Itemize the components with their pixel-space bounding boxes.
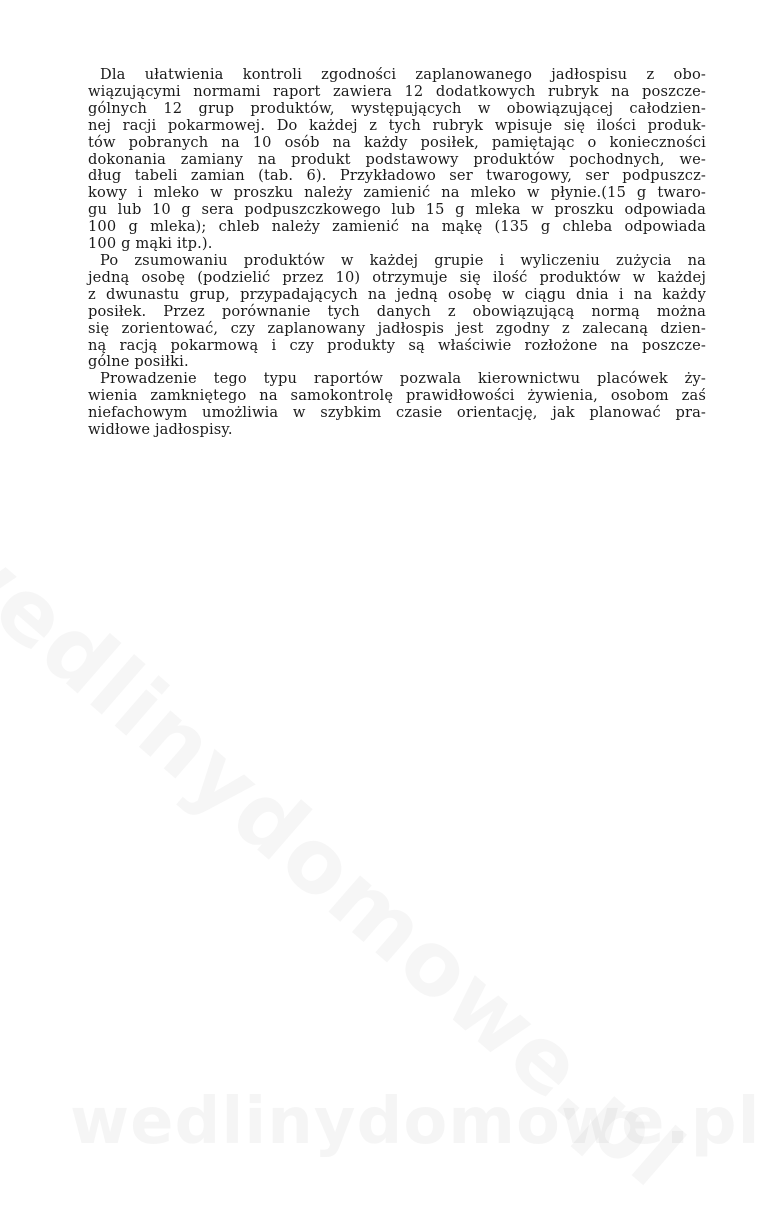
paragraph-1 [88,67,706,253]
text-line: się zorientować, czy zaplanowany jadłospis jest zgodny z zalecaną dzien- [88,319,706,337]
text-line: ną racją pokarmową i czy produkty są właściwie rozłożone na poszcze- [88,336,706,354]
text-line: 100 g mąki itp.). [88,235,213,253]
text-line: dokonania zamiany na produkt podstawowy produktów pochodnych, we- [88,150,706,168]
text-line: kowy i mleko w proszku należy zamienić na mleko w płynie.(15 g twaro- [88,184,706,202]
text-line: niefachowym umożliwia w szybkim czasie orientację, jak planować pra- [88,404,706,422]
text-line: z dwunastu grup, przypadających na jedną osobę w ciągu dnia i na każdy [88,285,706,303]
text-line: wiązującymi normami raport zawiera 12 dodatkowych rubryk na poszcze- [88,82,706,100]
text-line: dług tabeli zamian (tab. 6). Przykładowo ser twarogowy, ser podpuszcz- [88,167,706,185]
text-line: jedną osobę (podzielić przez 10) otrzymuje się ilość produktów w każdej [88,268,706,286]
text-line: gólnych 12 grup produktów, występujących w obowiązującej całodzien- [88,99,706,117]
text-line: gólne posiłki. [88,353,189,371]
text-line: Prowadzenie tego typu raportów pozwala kierownictwu placówek ży- [100,370,706,388]
text-line: gu lub 10 g sera podpuszczkowego lub 15 g mleka w proszku odpowiada [88,201,706,219]
text-line: widłowe jadłospisy. [88,421,233,439]
paragraph-3 [88,371,706,439]
text-line: wienia zamkniętego na samokontrolę prawidłowości żywienia, osobom zaś [88,387,706,405]
diagonal-watermark [0,500,659,1168]
text-line: Dla ułatwienia kontroli zgodności zaplanowanego jadłospisu z obo- [100,66,706,83]
text-line: nej racji pokarmowej. Do każdej z tych rubryk wpisuje się ilości produk- [88,116,706,134]
text-line: 100 g mleka); chleb należy zamienić na mąkę (135 g chleba odpowiada [88,218,706,236]
paragraph-2 [88,253,706,371]
document-body [88,67,706,439]
bottom-watermark [70,1085,761,1159]
text-line: Po zsumowaniu produktów w każdej grupie i wyliczeniu zużycia na [100,251,706,269]
text-line: tów pobranych na 10 osób na każdy posiłek, pamiętając o konieczności [88,133,706,151]
text-line: posiłek. Przez porównanie tych danych z obowiązującą normą można [88,302,706,320]
